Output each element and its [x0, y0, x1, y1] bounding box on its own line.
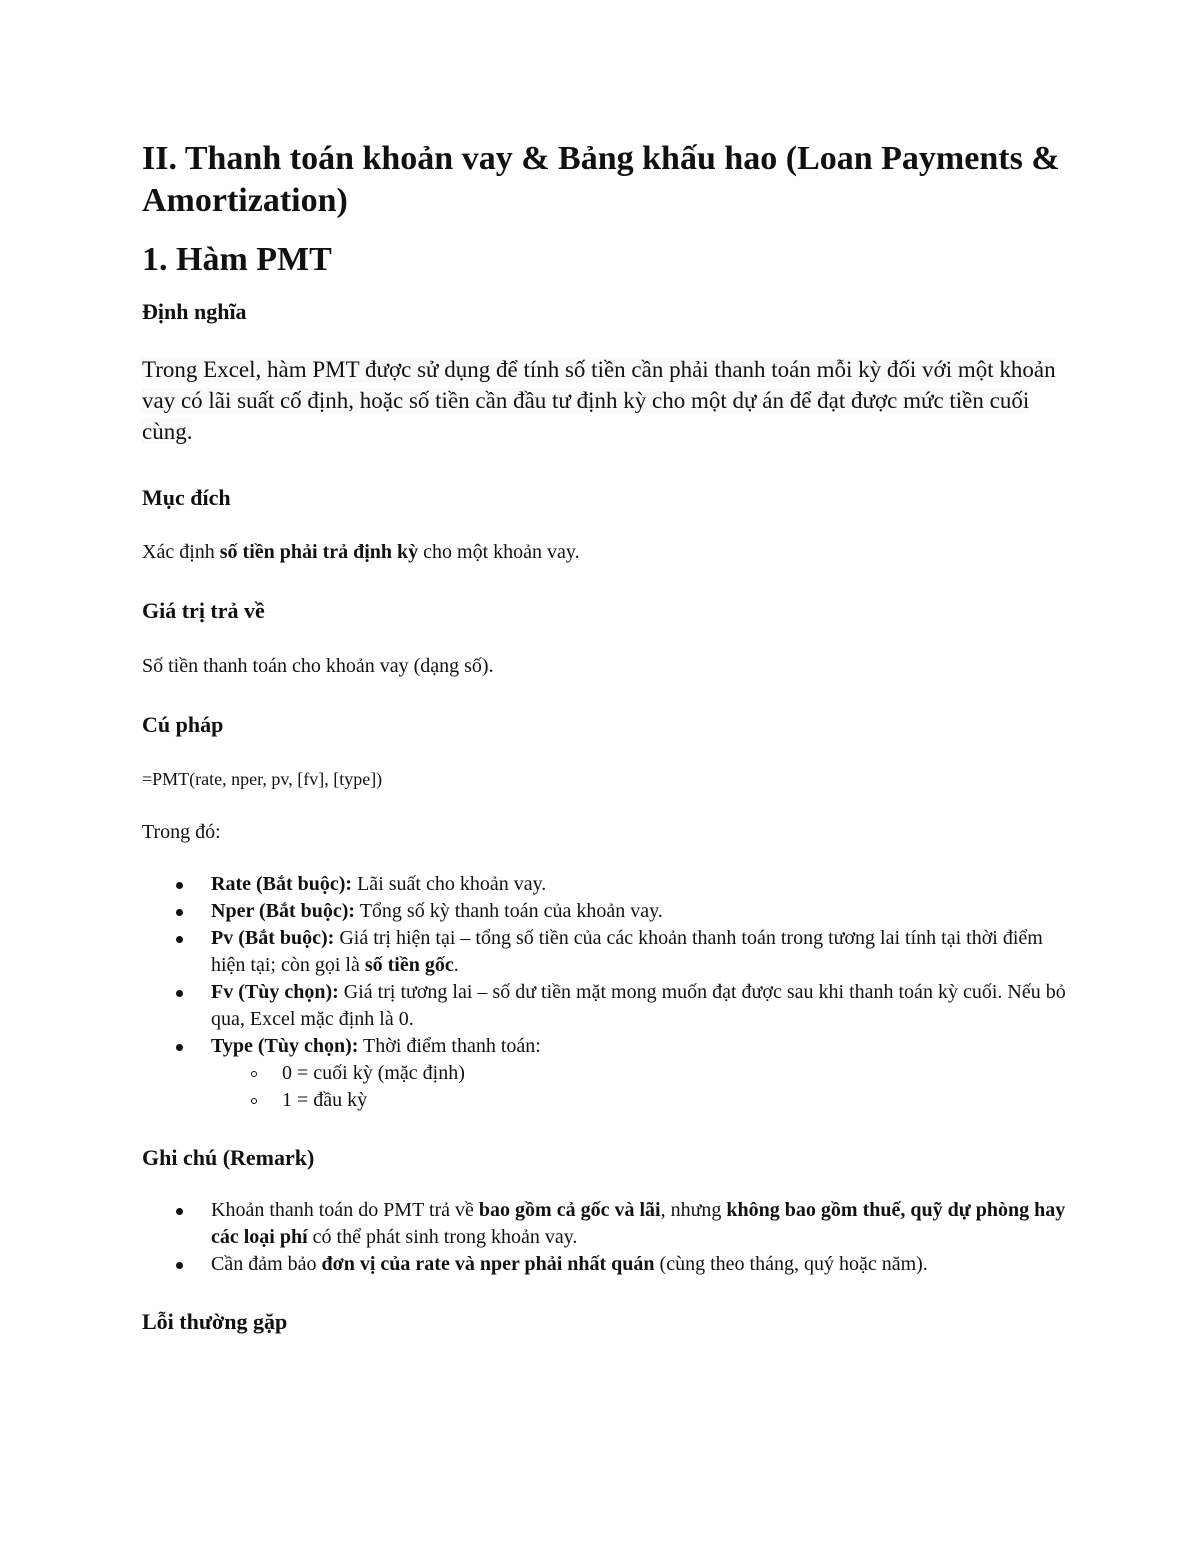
argument-text: Giá trị tương lai – số dư tiền mặt mong muốn đạt được sau khi thanh toán kỳ cuối. Nếu bỏ qua, Excel mặc định là 0. [211, 981, 1066, 1030]
remark-text: có thể phát sinh trong khoản vay. [307, 1226, 578, 1248]
remark-bold: đơn vị của rate và nper phải nhất quán [321, 1253, 655, 1275]
remark-bold: bao gồm cả gốc và lãi [478, 1199, 661, 1221]
definition-heading: Định nghĩa [142, 299, 247, 324]
remark-item [211, 1251, 1067, 1278]
remark-heading: Ghi chú (Remark) [142, 1145, 315, 1170]
type-option: 1 = đầu kỳ [282, 1087, 1067, 1114]
remark-item [211, 1197, 1067, 1251]
document-page [142, 138, 1067, 1336]
arguments-list [142, 871, 1067, 1114]
remark-text: , nhưng [660, 1199, 727, 1221]
definition-paragraph-wrapper [142, 354, 1067, 447]
purpose-prefix: Xác định [142, 541, 220, 563]
argument-label: Pv (Bắt buộc): [211, 927, 335, 949]
syntax-heading: Cú pháp [142, 712, 224, 737]
purpose-heading: Mục đích [142, 485, 231, 510]
remark-text: (cùng theo tháng, quý hoặc năm). [654, 1253, 928, 1275]
argument-label: Rate (Bắt buộc): [211, 873, 353, 895]
argument-label: Type (Tùy chọn): [211, 1035, 359, 1057]
function-title: 1. Hàm PMT [142, 241, 332, 278]
purpose-text [142, 539, 1067, 566]
return-value-heading: Giá trị trả về [142, 598, 265, 623]
argument-text: Tổng số kỳ thanh toán của khoản vay. [355, 900, 663, 922]
syntax-where: Trong đó: [142, 821, 221, 843]
argument-type [211, 1033, 1067, 1114]
purpose-suffix: cho một khoản vay. [418, 541, 580, 563]
argument-tail: . [453, 954, 459, 976]
argument-text: Giá trị hiện tại – tổng số tiền của các khoản thanh toán trong tương lai tính tại thời điểm hiện tại; còn gọi là [211, 927, 1043, 976]
argument-text: Lãi suất cho khoản vay. [352, 873, 547, 895]
argument-fv [211, 979, 1067, 1033]
argument-rate [211, 871, 1067, 898]
argument-text: Thời điểm thanh toán: [358, 1035, 541, 1057]
remark-bold: không bao gồm thuế, quỹ dự phòng hay các loại phí [211, 1199, 1066, 1248]
section-title: II. Thanh toán khoản vay & Bảng khấu hao (Loan Payments & Amortization) [142, 140, 1060, 219]
type-options-list [211, 1060, 1067, 1114]
definition-text: Trong Excel, hàm PMT được sử dụng để tính số tiền cần phải thanh toán mỗi kỳ đối với một khoản vay có lãi suất cố định, hoặc số tiền cần đầu tư định kỳ cho một dự án để đạt được mức tiền cuối cùng. [142, 357, 1056, 444]
argument-nper [211, 898, 1067, 925]
argument-bold-tail: số tiền gốc [364, 954, 454, 976]
argument-label: Nper (Bắt buộc): [211, 900, 356, 922]
purpose-bold: số tiền phải trả định kỳ [219, 541, 419, 563]
remark-text: Cần đảm bảo [211, 1253, 322, 1275]
remark-list [142, 1197, 1067, 1278]
type-option: 0 = cuối kỳ (mặc định) [282, 1060, 1067, 1087]
common-errors-heading: Lỗi thường gặp [142, 1309, 288, 1334]
argument-pv [211, 925, 1067, 979]
argument-label: Fv (Tùy chọn): [211, 981, 339, 1003]
syntax-formula: =PMT(rate, nper, pv, [fv], [type]) [142, 769, 383, 789]
remark-text: Khoản thanh toán do PMT trả về [211, 1199, 479, 1221]
return-value-text: Số tiền thanh toán cho khoản vay (dạng số). [142, 655, 494, 677]
